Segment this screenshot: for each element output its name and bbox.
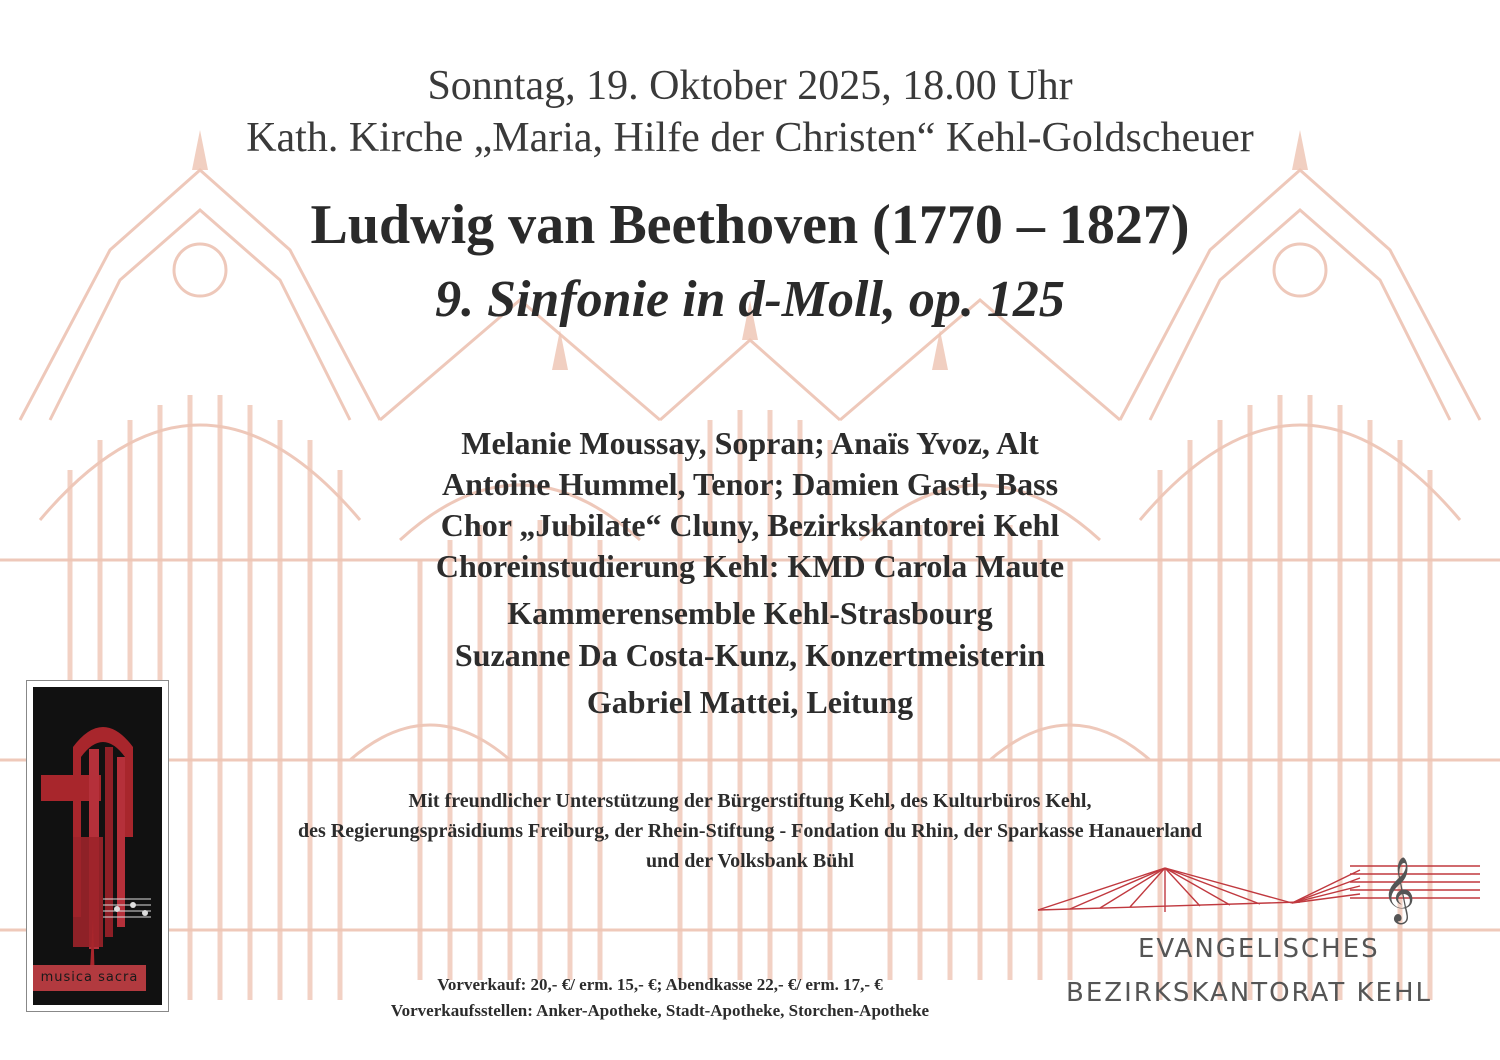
- performer-line: Choreinstudierung Kehl: KMD Carola Maute: [435, 548, 1065, 584]
- venue-line: Kath. Kirche „Maria, Hilfe der Christen“ Kehl-Goldscheuer: [246, 115, 1254, 161]
- kantorat-line1: EVANGELISCHES: [1138, 934, 1380, 964]
- ticket-outlets: Vorverkaufsstellen: Anker-Apotheke, Stadt-Apotheke, Storchen-Apotheke: [390, 1001, 930, 1020]
- bridge-staff-icon: [1030, 850, 1490, 930]
- kantorat-logo: [1030, 850, 1490, 1025]
- performer-line: Antoine Hummel, Tenor; Damien Gastl, Bass: [441, 466, 1059, 502]
- event-date-line: Sonntag, 19. Oktober 2025, 18.00 Uhr: [427, 63, 1073, 109]
- sponsor-line: und der Volksbank Bühl: [645, 850, 855, 872]
- performer-line: Chor „Jubilate“ Cluny, Bezirkskantorei Kehl: [440, 507, 1060, 543]
- organ-cross-icon: [33, 687, 162, 1005]
- musica-sacra-label: musica sacra: [33, 965, 146, 991]
- performer-line: Kammerensemble Kehl-Strasbourg: [507, 595, 993, 631]
- performer-line: Suzanne Da Costa-Kunz, Konzertmeisterin: [454, 637, 1046, 673]
- treble-clef-icon: 𝄞: [1382, 857, 1416, 922]
- musica-sacra-logo: [26, 680, 169, 1012]
- ticket-prices: Vorverkauf: 20,- €/ erm. 15,- €; Abendkasse 22,- €/ erm. 17,- €: [437, 975, 883, 994]
- sponsor-line: des Regierungspräsidiums Freiburg, der Rhein-Stiftung - Fondation du Rhin, der Sparkasse Hanauerland: [297, 820, 1203, 842]
- performer-line: Gabriel Mattei, Leitung: [586, 684, 914, 720]
- sponsor-line: Mit freundlicher Unterstützung der Bürgerstiftung Kehl, des Kulturbüros Kehl,: [408, 790, 1092, 812]
- kantorat-line2: BEZIRKSKANTORAT KEHL: [1066, 978, 1432, 1008]
- performer-line: Melanie Moussay, Sopran; Anaïs Yvoz, Alt: [461, 425, 1039, 461]
- work-title: 9. Sinfonie in d-Moll, op. 125: [435, 271, 1065, 328]
- composer-title: Ludwig van Beethoven (1770 – 1827): [310, 194, 1190, 256]
